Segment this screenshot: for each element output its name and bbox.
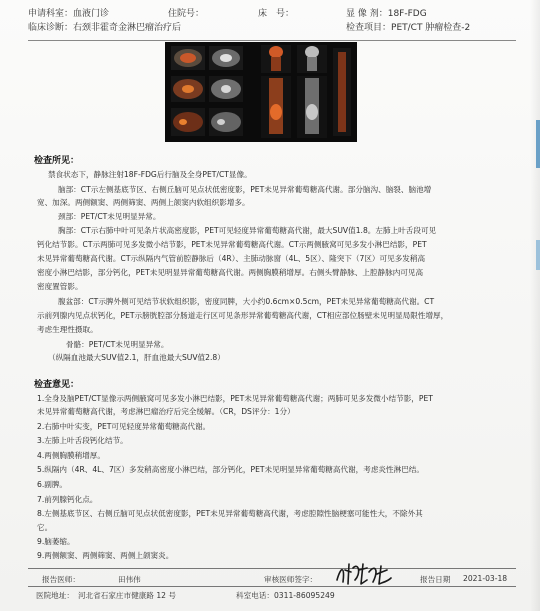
phone-value: 0311-86095249 <box>273 591 335 600</box>
dept-value: 血液门诊 <box>73 9 110 19</box>
findings-line: 密度置管影。 <box>37 282 83 291</box>
opinion-line: 3.左肺上叶舌段钙化结节。 <box>37 436 128 445</box>
findings-line: 考虑生理性摄取。 <box>37 325 98 334</box>
address-value: 河北省石家庄市健康路 12 号 <box>77 591 176 600</box>
opinion-line: 9.脑萎缩。 <box>37 537 75 546</box>
pet-ct-image <box>165 42 357 142</box>
findings-line: （纵隔血池最大SUV值2.1，肝血池最大SUV值2.8） <box>48 353 225 362</box>
opinion-line: 1.全身及脑PET/CT显像示两侧腋窝可见多发小淋巴结影，PET未见异常葡萄糖高代谢；两肺可见多发微小结节影，PET <box>37 394 433 403</box>
exam-field <box>346 20 470 33</box>
bed-label: 床 号： <box>258 9 295 19</box>
diagnosis-label: 临床诊断： <box>28 23 74 33</box>
diagnosis-field <box>28 20 181 33</box>
footer-divider-top <box>28 568 516 569</box>
reviewer-label: 审核医师签字： <box>264 575 318 584</box>
findings-title: 检查所见： <box>34 156 80 166</box>
agent-label: 显 像 剂： <box>346 9 388 19</box>
date-value: 2021-03-18 <box>463 574 508 583</box>
date-label: 报告日期 <box>420 575 451 584</box>
inpatient-label: 住院号： <box>168 9 205 19</box>
findings-line: 密度小淋巴结影，部分钙化，PET未见明显异常葡萄糖高代谢。两侧胸膜稍增厚。右侧头臂静脉、上腔静脉内可见高 <box>37 268 424 277</box>
findings-line: 颈部：PET/CT未见明显异常。 <box>58 212 161 221</box>
exam-label: 检查项目： <box>346 23 392 33</box>
opinion-line: 9.两侧额窦、两侧筛窦、两侧上颌窦炎。 <box>37 551 174 560</box>
opinion-line: 6.副脾。 <box>37 480 68 489</box>
findings-line: 骨骼：PET/CT未见明显异常。 <box>66 340 169 349</box>
opinion-title: 检查意见： <box>34 380 80 390</box>
footer-divider-bottom <box>28 586 516 587</box>
opinion-line: 它。 <box>37 523 53 532</box>
phone-label: 科室电话： <box>236 591 274 600</box>
dept-field <box>28 6 109 19</box>
page-edge-shadow <box>530 0 540 611</box>
findings-line: 脑部：CT示左侧基底节区、右侧丘脑可见点状低密度影，PET未见异常葡萄糖高代谢。部分脑沟、脑裂、脑池增 <box>58 185 432 194</box>
findings-line: 禁食状态下，静脉注射18F-FDG后行脑及全身PET/CT显像。 <box>48 170 252 179</box>
header-divider <box>28 40 516 41</box>
findings-line: 胸部：CT示右肺中叶可见条片状高密度影，PET可见轻度异常葡萄糖高代谢，最大SUV值1.8。左肺上叶舌段可见 <box>58 226 437 235</box>
opinion-line: 未见异常葡萄糖高代谢，考虑淋巴瘤治疗后完全缓解。（CR，DS评分：1分） <box>37 407 295 416</box>
reporter-label: 报告医师： <box>42 575 80 584</box>
binder-tab <box>536 120 540 168</box>
agent-field <box>346 6 427 19</box>
address-label: 医院地址： <box>36 591 74 600</box>
opinion-line: 8.左侧基底节区、右侧丘脑可见点状低密度影，PET未见异常葡萄糖高代谢，考虑腔隙性脑梗塞可能性大，不除外其 <box>37 509 423 518</box>
findings-line: 示前列腺内见点状钙化，PET示膀胱腔部分肠道走行区可见条形异常葡萄糖高代谢，CT相应部位肠壁未见明显局限性增厚， <box>37 311 449 320</box>
exam-value: PET/CT 肿瘤检查-2 <box>391 23 471 33</box>
findings-line: 未见异常葡萄糖高代谢。CT示纵隔内气管前腔静脉后（4R）、主肺动脉窗（4L、5区）、隆突下（7区）可见多发稍高 <box>37 254 426 263</box>
opinion-line: 4.两侧胸膜稍增厚。 <box>37 451 105 460</box>
phone-field <box>236 590 335 601</box>
findings-line: 宽、加深。两侧额窦、两侧筛窦、两侧上颌窦内软组织影增多。 <box>37 198 250 207</box>
findings-line: 钙化结节影。CT示两肺可见多发微小结节影，PET未见异常葡萄糖高代谢。CT示两侧腋窝可见多发小淋巴结影，PET <box>37 240 427 249</box>
reporter-value: 田伟伟 <box>118 575 141 584</box>
diagnosis-value: 右颈非霍奇金淋巴瘤治疗后 <box>73 23 182 33</box>
opinion-line: 7.前列腺钙化点。 <box>37 495 98 504</box>
address-field <box>36 590 176 601</box>
dept-label: 申请科室： <box>28 9 74 19</box>
opinion-line: 5.纵隔内（4R、4L、7区）多发稍高密度小淋巴结，部分钙化，PET未见明显异常葡萄糖高代谢，考虑炎性淋巴结。 <box>37 465 424 474</box>
opinion-line: 2.右肺中叶实变，PET可见轻度异常葡萄糖高代谢。 <box>37 422 211 431</box>
agent-value: 18F-FDG <box>387 9 427 19</box>
findings-line: 腹盆部：CT示脾外侧可见结节状软组织影，密度同脾，大小约0.6cm×0.5cm，PET未见异常葡萄糖高代谢。CT <box>58 297 435 306</box>
binder-tab <box>536 240 540 270</box>
reviewer-signature <box>333 560 393 592</box>
